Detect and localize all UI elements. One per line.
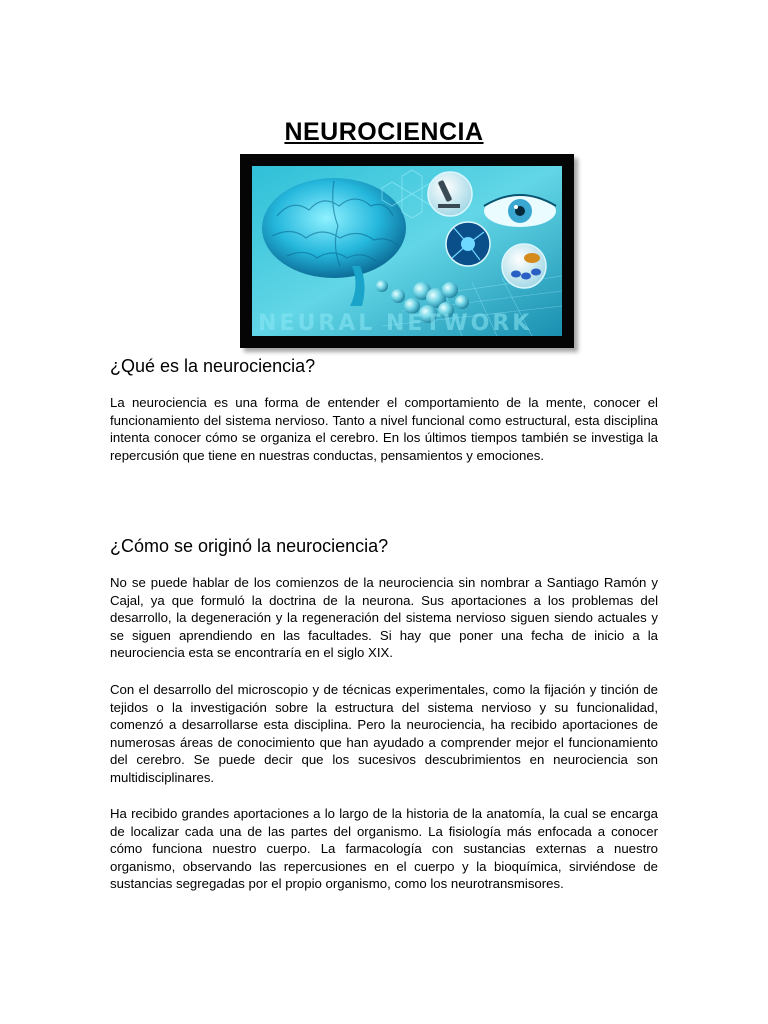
banner-text: NEURAL NETWORK [258, 311, 533, 336]
paragraph: Ha recibido grandes aportaciones a lo largo de la historia de la anatomía, la cual se encarga de localizar cada una de las partes del organismo. La fisiología más enfocada a conocer cómo funciona nuestro cuerpo. La farmacología con sustancias externas a nuestro organismo, observando las repercusiones en el cuerpo y la bioquímica, sirviéndose de sustancias segregadas por el propio organismo, como los neurotransmisores. [110, 806, 658, 892]
paragraph: Con el desarrollo del microscopio y de técnicas experimentales, como la fijación y tinción de tejidos o la investigación sobre la estructura del sistema nervioso y su funcionalidad, comenzó a desarrollarse esta disciplina. Pero la neurociencia, ha recibido aportaciones de numerosas áreas de conocimiento que han ayudado a comprender mejor el funcionamiento del cerebro. Se puede decir que los sucesivos descubrimientos en neurociencia son multidisciplinares. [110, 682, 658, 785]
paragraph: No se puede hablar de los comienzos de la neurociencia sin nombrar a Santiago Ramón y Cajal, ya que formuló la doctrina de la neurona. Sus aportaciones a los problemas del desarrollo, la degeneración y la regeneración del sistema nervioso siguen siendo actuales y se siguen aprendiendo en las facultades. Si hay que poner una fecha de inicio a la neurociencia esta se encontraría en el siglo XIX. [110, 575, 658, 661]
neuroscience-image [240, 154, 574, 348]
paragraph: La neurociencia es una forma de entender el comportamiento de la mente, conocer el funcionamiento del sistema nervioso. Tanto a nivel funcional como estructural, esta disciplina intenta conocer cómo se organiza el cerebro. En los últimos tiempos también se investiga la repercusión que tiene en nuestras conductas, pensamientos y emociones. [110, 395, 658, 463]
section-heading: ¿Qué es la neurociencia? [110, 356, 316, 376]
section-heading: ¿Cómo se originó la neurociencia? [110, 536, 389, 556]
neuroscience-collage-icon [252, 166, 562, 336]
page-title: NEUROCIENCIA [284, 118, 484, 146]
